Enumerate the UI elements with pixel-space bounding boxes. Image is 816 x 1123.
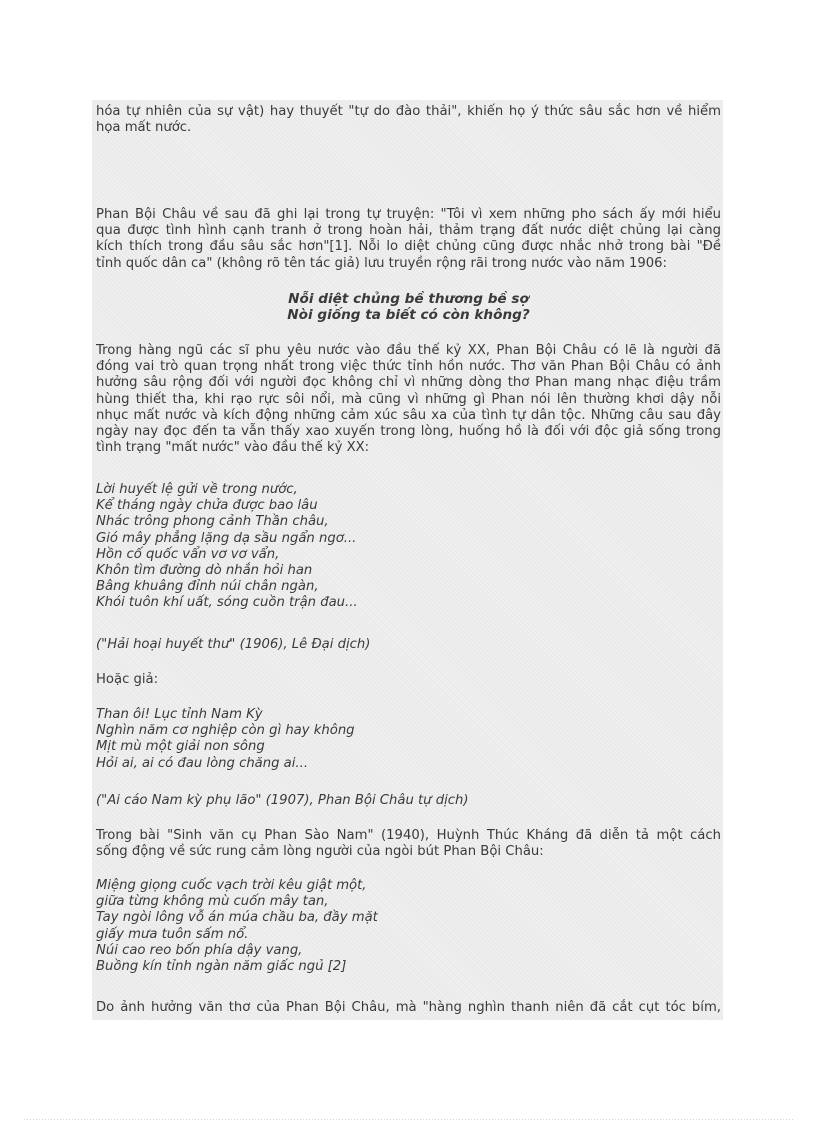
- text-line: kích thích trong đầu sâu sắc hơn"[1]. Nỗi lo diệt chủng cũng được nhắc nhở trong bài "Đề: [96, 239, 721, 255]
- paragraph-4: [96, 828, 721, 860]
- text-line: họa mất nước.: [96, 120, 192, 136]
- poem-2-source: [96, 793, 721, 809]
- poem-line: giấy mưa tuôn sấm nổ.: [96, 926, 249, 942]
- source-line: ("Ai cáo Nam kỳ phụ lão" (1907), Phan Bội Châu tự dịch): [96, 793, 469, 808]
- paragraph-5: [96, 1000, 721, 1016]
- text-line: hùng thiết tha, khi rạo rực sôi nổi, mà cũng vì những gì Phan nói lên thường khơi dậy nỗi: [96, 391, 721, 407]
- poem-line: Nghìn năm cơ nghiệp còn gì hay không: [96, 723, 355, 739]
- text-line: tỉnh quốc dân ca" (không rõ tên tác giả) lưu truyền rộng rãi trong nước vào năm 1906:: [96, 255, 667, 271]
- paragraph-3: [96, 343, 721, 456]
- poem-line: Núi cao reo bốn phía dậy vang,: [96, 942, 303, 958]
- text-line: Trong hàng ngũ các sĩ phu yêu nước vào đầu thế kỷ XX, Phan Bội Châu có lẽ là người đã: [96, 343, 721, 358]
- poem-line: Bâng khuâng đỉnh núi chân ngàn,: [96, 579, 319, 595]
- text-line: sống động về sức rung cảm lòng người của ngòi bút Phan Bội Châu:: [96, 844, 544, 860]
- text-line: nhục mất nước và kích động những cảm xúc sâu xa của tình tự dân tộc. Những câu sau đây: [96, 407, 721, 423]
- poem-line: Mịt mù một giải non sông: [96, 739, 265, 755]
- poem-1-source: [96, 637, 721, 653]
- poem-line: Miệng giọng cuốc vạch trời kêu giật một,: [96, 878, 367, 893]
- quote-line: Nỗi diệt chủng bề thương bề sợ: [288, 291, 529, 307]
- text-line: hóa tự nhiên của sự vật) hay thuyết "tự do đào thải", khiến họ ý thức sâu sắc hơn về hiểm: [96, 104, 721, 119]
- text-line: Hoặc giả:: [96, 672, 159, 687]
- poem-line: Nhác trông phong cảnh Thần châu,: [96, 514, 329, 530]
- poem-line: Lời huyết lệ gửi về trong nước,: [96, 482, 298, 497]
- text-line: hưởng sâu rộng đối với người đọc không chỉ vì những dòng thơ Phan mang nhạc điệu trầm: [96, 375, 721, 391]
- poem-1: [96, 482, 721, 612]
- text-line: Trong bài "Sinh văn cụ Phan Sào Nam" (1940), Huỳnh Thúc Kháng đã diễn tả một cách: [96, 828, 721, 843]
- text-line: Do ảnh hưởng văn thơ của Phan Bội Châu, mà "hàng nghìn thanh niên đã cắt cụt tóc bím,: [96, 1000, 721, 1015]
- centered-quote: [96, 291, 721, 323]
- text-line: ngày nay đọc đến ta vẫn thấy xao xuyến trong lòng, huống hồ là đối với độc giả sống trong: [96, 424, 721, 440]
- poem-line: Tay ngòi lông vỗ án múa chầu ba, đầy mặt: [96, 910, 378, 926]
- quote-line: Nòi giống ta biết có còn không?: [287, 307, 530, 324]
- text-line: đóng vai trò quan trọng nhất trong việc thức tỉnh hồn nước. Thơ văn Phan Bội Châu có ảnh: [96, 359, 721, 375]
- text-line: qua được tình hình cạnh tranh ở trong hoàn hải, thảm trạng đất nước diệt chủng lại càng: [96, 223, 721, 239]
- page-bottom-rule: [24, 1119, 794, 1120]
- poem-line: Buồng kín tỉnh ngàn năm giấc ngủ [2]: [96, 959, 347, 975]
- paragraph-2: [96, 207, 721, 272]
- transition-text: [96, 672, 721, 688]
- poem-line: Khôn tìm đường dò nhắn hỏi han: [96, 563, 313, 579]
- source-line: ("Hải hoại huyết thư" (1906), Lê Đại dịch): [96, 637, 371, 652]
- paragraph-1: [96, 104, 721, 136]
- poem-line: Gió mây phẳng lặng dạ sầu ngẩn ngơ...: [96, 530, 357, 546]
- poem-2: [96, 707, 721, 772]
- poem-line: Hỏi ai, ai có đau lòng chăng ai...: [96, 755, 309, 771]
- poem-line: giữa từng không mù cuốn mây tan,: [96, 894, 329, 910]
- poem-line: Kể tháng ngày chửa được bao lâu: [96, 498, 318, 514]
- poem-line: Khói tuôn khí uất, sóng cuồn trận đau...: [96, 595, 358, 611]
- poem-line: Hồn cố quốc vẩn vơ vơ vẩn,: [96, 546, 280, 562]
- poem-3: [96, 878, 721, 975]
- text-line: tình trạng "mất nước" vào đầu thế kỷ XX:: [96, 440, 370, 456]
- poem-line: Than ôi! Lục tỉnh Nam Kỳ: [96, 707, 263, 722]
- text-line: Phan Bội Châu về sau đã ghi lại trong tự truyện: "Tôi vì xem những pho sách ấy mới hiểu: [96, 207, 721, 222]
